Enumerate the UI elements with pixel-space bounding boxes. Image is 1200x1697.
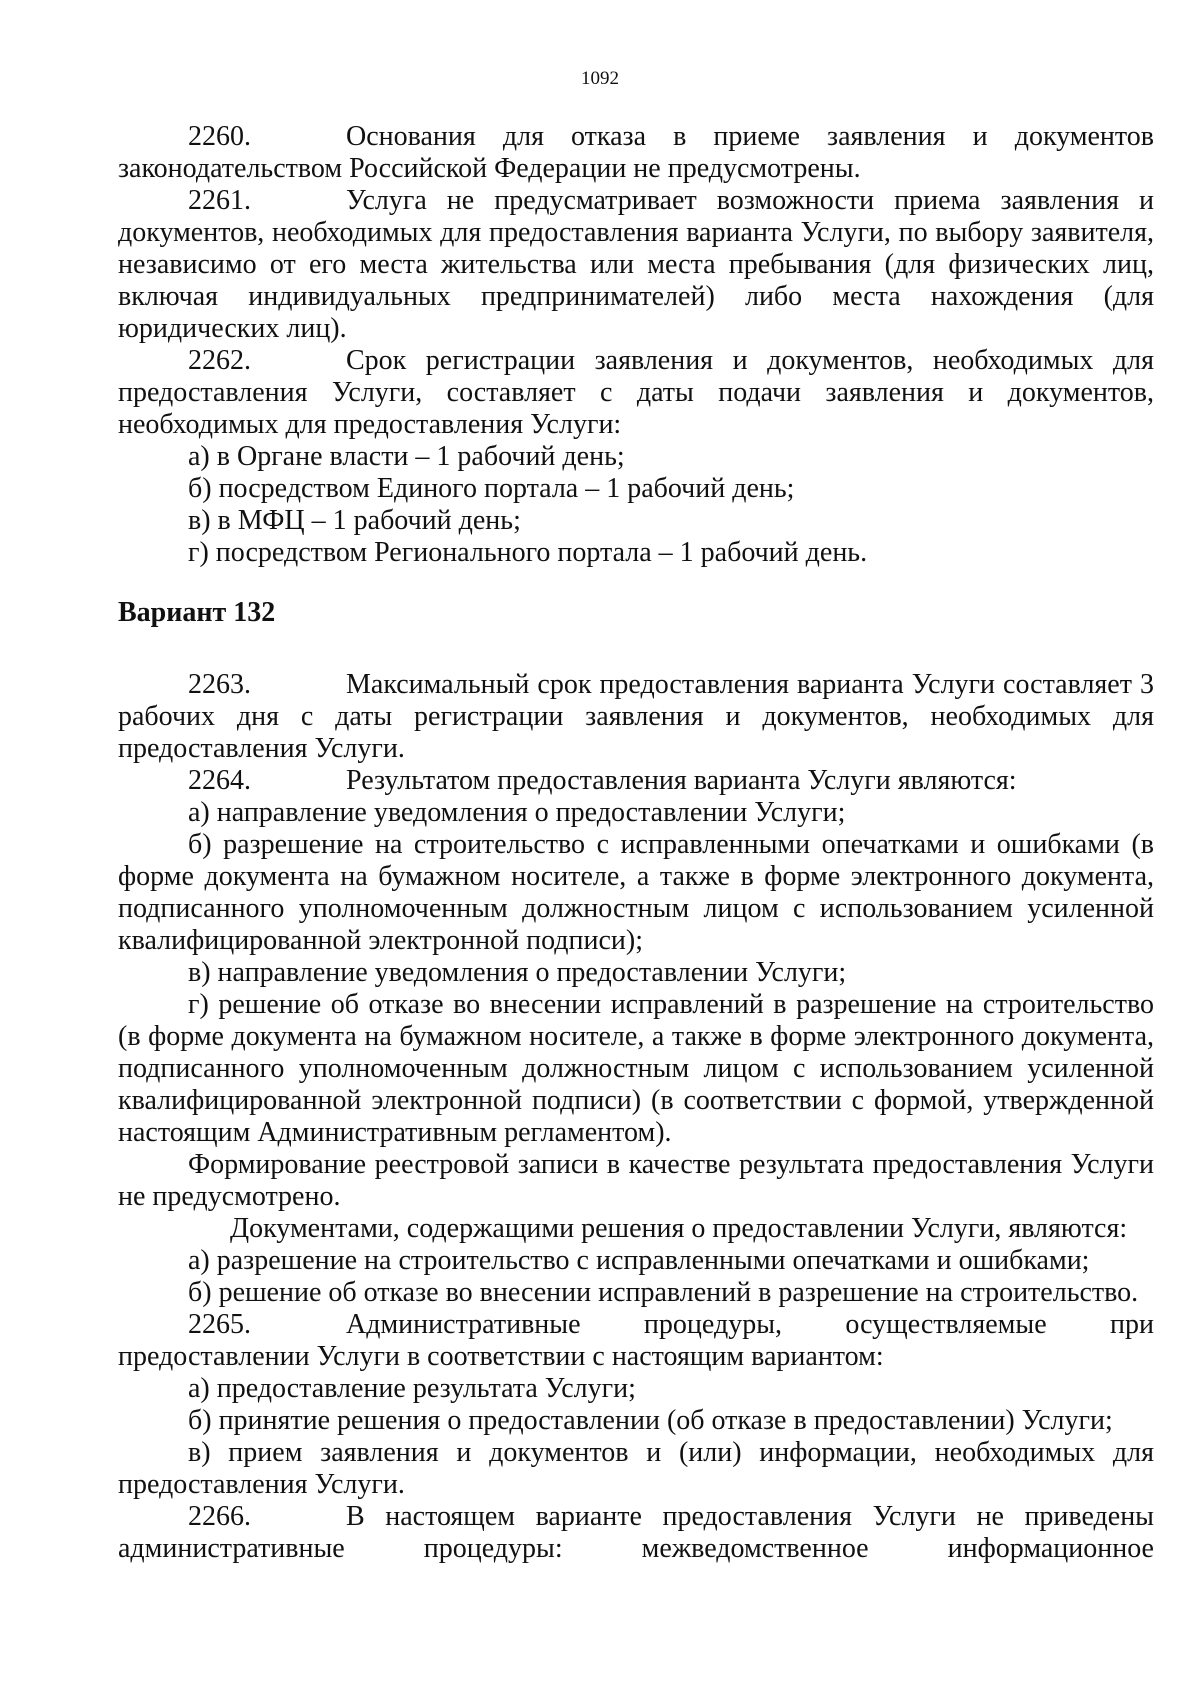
paragraph-number: 2260.	[188, 121, 251, 152]
list-item: б) посредством Единого портала – 1 рабочий день;	[188, 473, 795, 504]
list-item: в) направление уведомления о предоставлении Услуги;	[188, 957, 847, 988]
paragraph-text: Административные процедуры, осуществляемые при предоставлении Услуги в соответствии с настоящим вариантом:	[118, 1309, 1154, 1372]
paragraph-text: Максимальный срок предоставления варианта Услуги составляет 3 рабочих дня с даты регистрации заявления и документов, необходимых для предоставления Услуги.	[118, 669, 1154, 764]
paragraph-number: 2264.	[188, 765, 251, 796]
paragraph-text: В настоящем варианте предоставления Услуги не приведены административные процедуры: межведомственное информационное	[118, 1501, 1154, 1564]
paragraph-text: Срок регистрации заявления и документов, необходимых для предоставления Услуги, составляет с даты подачи заявления и документов, необходимых для предоставления Услуги:	[118, 345, 1154, 440]
paragraph-2262	[118, 345, 1154, 441]
list-item: а) предоставление результата Услуги;	[188, 1373, 636, 1404]
paragraph-number: 2263.	[188, 669, 251, 700]
page-number: 1092	[581, 68, 619, 89]
list-item: а) разрешение на строительство с исправленными опечатками и ошибками;	[188, 1245, 1090, 1276]
paragraph-text: Основания для отказа в приеме заявления и документов законодательством Российской Федерации не предусмотрены.	[118, 121, 1154, 184]
list-item: б) принятие решения о предоставлении (об отказе в предоставлении) Услуги;	[188, 1405, 1113, 1436]
paragraph-number: 2261.	[188, 185, 251, 216]
list-item: а) направление уведомления о предоставлении Услуги;	[188, 797, 846, 828]
paragraph-text: Услуга не предусматривает возможности приема заявления и документов, необходимых для предоставления варианта Услуги, по выбору заявителя, независимо от его места жительства или места пребывания (для физических лиц, включая индивидуальных предпринимателей) либо места нахождения (для юридических лиц).	[118, 185, 1154, 344]
paragraph-2265	[118, 1309, 1154, 1373]
section-heading: Вариант 132	[118, 597, 276, 628]
paragraph-number: 2265.	[188, 1309, 251, 1340]
list-item: б) разрешение на строительство с исправленными опечатками и ошибками (в форме документа на бумажном носителе, а также в форме электронного документа, подписанного уполномоченным должностным лицом с использованием усиленной квалифицированной электронной подписи);	[118, 829, 1154, 956]
document-body	[118, 121, 1154, 1565]
list-item: б) решение об отказе во внесении исправлений в разрешение на строительство.	[188, 1277, 1139, 1308]
list-item: г) решение об отказе во внесении исправлений в разрешение на строительство (в форме документа на бумажном носителе, а также в форме электронного документа, подписанного уполномоченным должностным лицом с использованием усиленной квалифицированной электронной подписи) (в соответствии с формой, утвержденной настоящим Административным регламентом).	[118, 989, 1154, 1148]
documents-intro: Документами, содержащими решения о предоставлении Услуги, являются:	[230, 1213, 1128, 1244]
paragraph-2263	[118, 669, 1154, 765]
paragraph-2266	[118, 1501, 1154, 1565]
paragraph-number: 2266.	[188, 1501, 251, 1532]
registry-note: Формирование реестровой записи в качестве результата предоставления Услуги не предусмотрено.	[118, 1149, 1154, 1212]
paragraph-2260	[118, 121, 1154, 185]
paragraph-2264	[118, 765, 1154, 797]
list-item: в) в МФЦ – 1 рабочий день;	[188, 505, 521, 536]
paragraph-text: Результатом предоставления варианта Услуги являются:	[346, 765, 1017, 796]
list-item: г) посредством Регионального портала – 1 рабочий день.	[188, 537, 868, 568]
paragraph-number: 2262.	[188, 345, 251, 376]
paragraph-2261	[118, 185, 1154, 345]
list-item: в) прием заявления и документов и (или) информации, необходимых для предоставления Услуги.	[118, 1437, 1154, 1500]
list-item: а) в Органе власти – 1 рабочий день;	[188, 441, 625, 472]
